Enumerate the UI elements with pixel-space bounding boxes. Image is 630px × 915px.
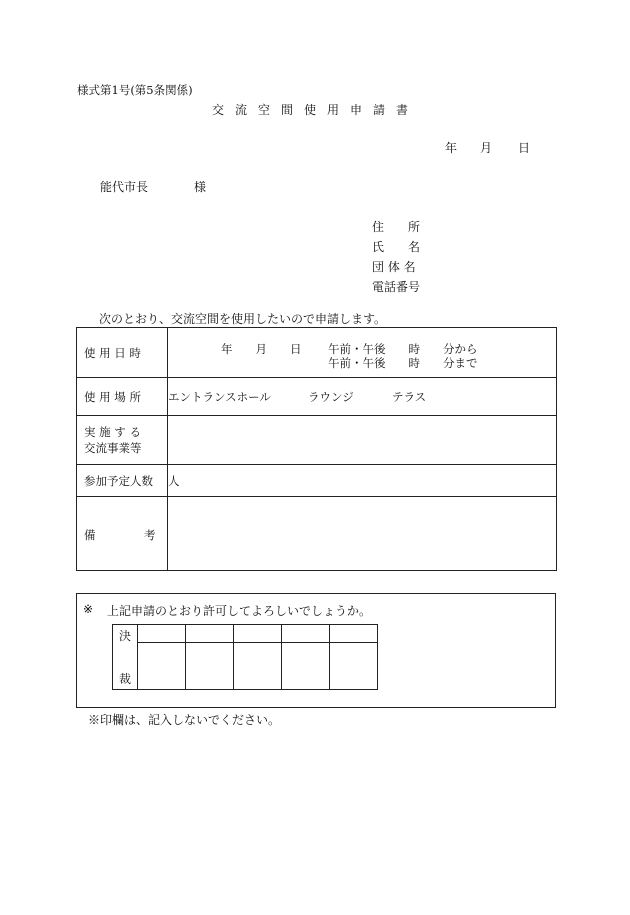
stamp-cell (234, 643, 282, 690)
applicant-block (372, 217, 420, 297)
project-label-line2: 交流事業等 (84, 441, 142, 455)
remarks-field[interactable] (168, 497, 557, 571)
row-remarks (77, 497, 557, 571)
stamp-cell (186, 643, 234, 690)
approval-question: 上記申請のとおり許可してよろしいでしょうか。 (107, 604, 372, 618)
place-option-terrace[interactable]: テラス (392, 389, 427, 404)
stamp-header-cell (282, 625, 330, 643)
kessai-label-char2: 裁 (118, 672, 131, 686)
remarks-label-char2: 考 (144, 528, 156, 542)
form-number: 様式第1号(第5条関係) (77, 83, 193, 97)
applicant-group-label: 団 体 名 (372, 260, 416, 274)
stamp-header-cell (330, 625, 378, 643)
stamp-header-cell (186, 625, 234, 643)
row-place (77, 378, 557, 416)
application-table (76, 327, 557, 571)
row-datetime (77, 328, 557, 378)
applicant-phone-label: 電話番号 (372, 280, 421, 294)
place-label: 使 用 場 所 (77, 378, 168, 416)
date-month: 月 (480, 141, 493, 155)
stamp-cell (330, 643, 378, 690)
row-project (77, 416, 557, 465)
row-attendees (77, 465, 557, 497)
stamp-cell (138, 643, 186, 690)
applicant-name-label: 氏 名 (372, 240, 421, 254)
datetime-label: 使 用 日 時 (77, 328, 168, 378)
date-line (445, 141, 530, 155)
remarks-label-char1: 備 (84, 528, 96, 542)
kessai-label-char1: 決 (118, 629, 131, 643)
datetime-from: 午前・午後 時 分から (328, 342, 478, 356)
stamp-cell (282, 643, 330, 690)
remarks-label (77, 497, 168, 571)
approval-mark: ※ (83, 602, 94, 616)
place-option-lounge[interactable]: ラウンジ (308, 389, 354, 404)
datetime-field[interactable] (168, 328, 557, 378)
document-title: 交流空間使用申請書 (212, 103, 420, 117)
place-option-entrance-hall[interactable]: エントランスホール (168, 389, 271, 404)
project-field[interactable] (168, 416, 557, 465)
addressee-mayor: 能代市長 (100, 180, 149, 194)
date-day: 日 (518, 141, 531, 155)
stamp-header-cell (138, 625, 186, 643)
decision-stamp-table (112, 624, 378, 690)
datetime-date: 年 月 日 (221, 342, 302, 356)
date-year: 年 (445, 141, 458, 155)
project-label-line1: 実 施 す る (84, 425, 141, 439)
intro-text: 次のとおり、交流空間を使用したいので申請します。 (99, 312, 387, 326)
datetime-to: 午前・午後 時 分まで (328, 356, 478, 370)
attendees-field[interactable] (168, 465, 557, 497)
approval-box (76, 593, 556, 708)
kessai-label (113, 625, 138, 690)
footnote: ※印欄は、記入しないでください。 (88, 713, 281, 727)
attendees-label: 参加予定人数 (77, 465, 168, 497)
project-label (77, 416, 168, 465)
addressee (100, 180, 206, 194)
applicant-address-label: 住 所 (372, 220, 421, 234)
addressee-honorific: 様 (194, 180, 207, 194)
attendees-unit: 人 (168, 473, 180, 488)
place-field[interactable] (168, 378, 557, 416)
stamp-header-cell (234, 625, 282, 643)
